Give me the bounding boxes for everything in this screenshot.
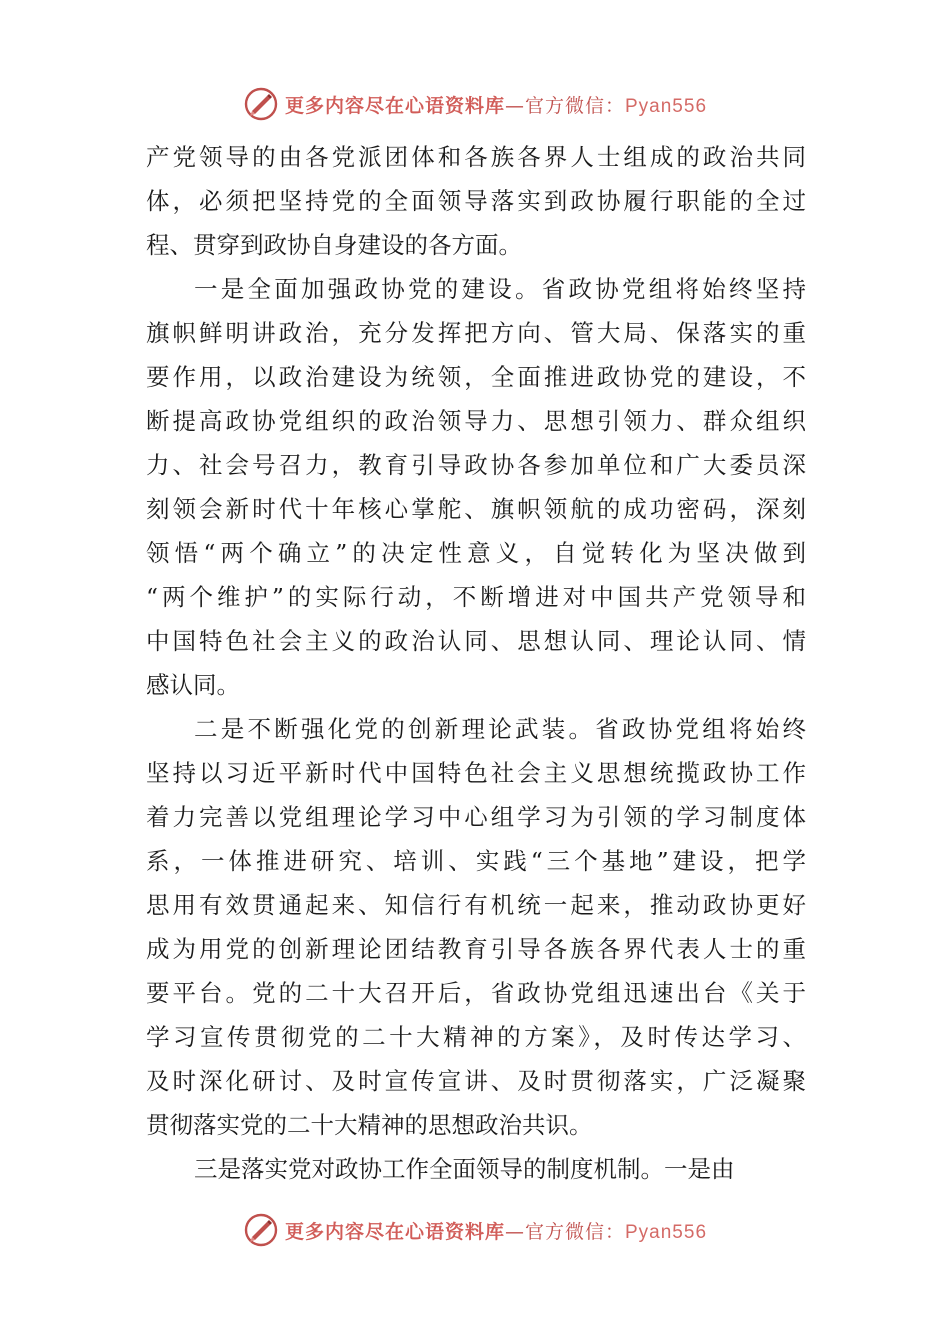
paragraph-line: 程、贯穿到政协自身建设的各方面。	[146, 231, 522, 259]
paragraph-line: “两个维护”的实际行动，不断增进对中国共产党领导和	[146, 583, 806, 611]
paragraph-line: 旗帜鲜明讲政治，充分发挥把方向、管大局、保落实的重	[146, 319, 806, 347]
watermark-id: Pyan556	[625, 95, 708, 117]
watermark-label: 官方微信：	[524, 94, 625, 117]
watermark-text	[285, 91, 707, 118]
paragraph-line: 二是不断强化党的创新理论武装。省政协党组将始终	[194, 715, 806, 743]
paragraph-line: 产党领导的由各党派团体和各族各界人士组成的政治共同	[146, 143, 806, 171]
paragraph-line: 一是全面加强政协党的建设。省政协党组将始终坚持	[194, 275, 806, 303]
header-watermark	[0, 84, 950, 124]
paragraph-line: 坚持以习近平新时代中国特色社会主义思想统揽政协工作	[146, 759, 806, 787]
paragraph-line: 中国特色社会主义的政治认同、思想认同、理论认同、情	[146, 627, 806, 655]
paragraph-line: 要作用，以政治建设为统领，全面推进政协党的建设，不	[146, 363, 806, 391]
paragraph-line: 学习宣传贯彻党的二十大精神的方案》，及时传达学习、	[146, 1023, 806, 1051]
paragraph-line: 着力完善以党组理论学习中心组学习为引领的学习制度体	[146, 803, 806, 831]
paragraph-line: 刻领会新时代十年核心掌舵、旗帜领航的成功密码，深刻	[146, 495, 806, 523]
watermark-dash: —	[504, 1220, 525, 1243]
paragraph-line: 感认同。	[146, 671, 240, 699]
pen-logo-icon	[243, 86, 279, 122]
footer-watermark	[0, 1210, 950, 1250]
paragraph-line: 贯彻落实党的二十大精神的思想政治共识。	[146, 1111, 593, 1139]
watermark-brand: 更多内容尽在心语资料库	[284, 1220, 505, 1243]
watermark-brand: 更多内容尽在心语资料库	[284, 94, 505, 117]
paragraph-line: 及时深化研讨、及时宣传宣讲、及时贯彻落实，广泛凝聚	[146, 1067, 806, 1095]
paragraph-line: 思用有效贯通起来、知信行有机统一起来，推动政协更好	[146, 891, 806, 919]
watermark-text	[285, 1217, 707, 1244]
paragraph-line: 体，必须把坚持党的全面领导落实到政协履行职能的全过	[146, 187, 806, 215]
paragraph-line: 三是落实党对政协工作全面领导的制度机制。一是由	[194, 1155, 735, 1183]
pen-logo-icon	[243, 1212, 279, 1248]
watermark-id: Pyan556	[625, 1221, 708, 1243]
watermark-dash: —	[504, 94, 525, 117]
paragraph-line: 断提高政协党组织的政治领导力、思想引领力、群众组织	[146, 407, 806, 435]
paragraph-line: 要平台。党的二十大召开后，省政协党组迅速出台《关于	[146, 979, 806, 1007]
paragraph-line: 成为用党的创新理论团结教育引导各族各界代表人士的重	[146, 935, 806, 963]
paragraph-line: 领悟“两个确立”的决定性意义，自觉转化为坚决做到	[146, 539, 806, 567]
paragraph-line: 力、社会号召力，教育引导政协各参加单位和广大委员深	[146, 451, 806, 479]
watermark-label: 官方微信：	[524, 1220, 625, 1243]
paragraph-line: 系，一体推进研究、培训、实践“三个基地”建设，把学	[146, 847, 806, 875]
document-body	[146, 135, 806, 1191]
